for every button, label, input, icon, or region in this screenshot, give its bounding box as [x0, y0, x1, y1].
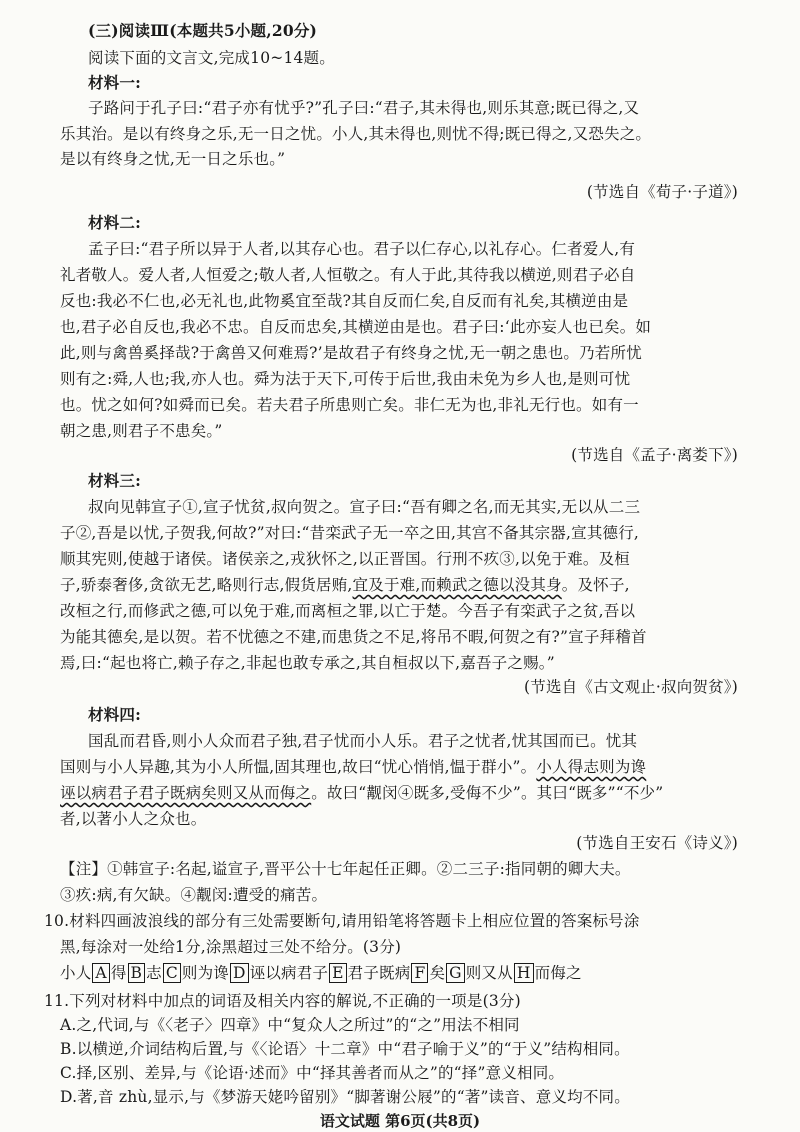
material-4-line — [60, 782, 663, 804]
page-footer: 语文试题 第6页(共8页) — [319, 1112, 481, 1130]
material-1-line: 子路问于孔子曰:“君子亦有忧乎?”孔子曰:“君子,其未得也,则乐其意;既已得之,又 — [88, 99, 640, 117]
material-4-text: 。故曰“觏闵④既多,受侮不少”。其曰“既多”“不少” — [311, 784, 664, 802]
q10-segment: 小人 — [60, 964, 92, 982]
material-3-source: (节选自《古文观止·叔向贺贫》) — [524, 678, 738, 696]
question-10-options — [60, 962, 582, 984]
q10-mark-d[interactable]: D — [230, 963, 249, 983]
material-2-source: (节选自《孟子·离娄下》) — [571, 446, 738, 464]
material-2-line: 此,则与禽兽奚择哉?于禽兽又何难焉?’是故君子有终身之忧,无一朝之患也。乃若所忧 — [60, 344, 642, 362]
material-3-line: 为能其德矣,是以贺。若不忧德之不建,而患货之不足,将吊不暇,何贺之有?”宣子拜稽首 — [60, 628, 647, 646]
q10-mark-f[interactable]: F — [411, 963, 428, 983]
q10-segment: 志 — [146, 964, 162, 982]
material-3-text: 子,骄泰奢侈,贪欲无艺,略则行志,假货居贿, — [60, 576, 353, 594]
material-2-line: 也,君子必自反也,我必不忠。自反而忠矣,其横逆由是也。君子曰:‘此亦妄人也已矣。如 — [60, 318, 652, 336]
q10-mark-b[interactable]: B — [128, 963, 146, 983]
section-title: (三)阅读Ⅲ(本题共5小题,20分) — [88, 21, 318, 40]
q10-segment: 则又从 — [465, 964, 513, 982]
material-1-source: (节选自《荀子·子道》) — [586, 183, 738, 201]
material-4-line: 者,以著小人之众也。 — [60, 810, 207, 828]
section-instruction: 阅读下面的文言文,完成10~14题。 — [88, 49, 335, 67]
question-11-option-a[interactable]: A.之,代词,与《〈老子〉四章》中“复众人之所过”的“之”用法不相同 — [60, 1016, 520, 1034]
question-11-option-b[interactable]: B.以横逆,介词结构后置,与《〈论语〉十二章》中“君子喻于义”的“于义”结构相同。 — [60, 1040, 630, 1058]
material-2-line: 礼者敬人。爱人者,人恒爱之;敬人者,人恒敬之。有人于此,其待我以横逆,则君子必自 — [60, 266, 636, 284]
question-11-option-d[interactable]: D.著,音 zhù,显示,与《梦游天姥吟留别》“脚著谢公屐”的“著”读音、意义均不同。 — [60, 1088, 630, 1106]
material-4-line: 国乱而君昏,则小人众而君子独,君子忧而小人乐。君子之忧者,忧其国而已。忧其 — [88, 732, 638, 750]
q10-mark-h[interactable]: H — [514, 963, 534, 983]
q10-segment: 君子既病 — [347, 964, 411, 982]
q10-segment: 得 — [110, 964, 127, 982]
material-3-heading: 材料三: — [88, 471, 142, 490]
material-3-line: 顺其宪则,使越于诸侯。诸侯亲之,戎狄怀之,以正晋国。行刑不疚③,以免于难。及桓 — [60, 550, 631, 568]
material-3-wavy-text: 宜及于难,而赖武之德以没其身 — [352, 576, 562, 594]
material-4-heading: 材料四: — [88, 705, 142, 724]
material-4-wavy-text: 诬以病君子君子既病矣则又从而侮之 — [60, 784, 312, 802]
q10-mark-a[interactable]: A — [92, 963, 109, 983]
material-2-line: 则有之:舜,人也;我,亦人也。舜为法于天下,可传于后世,我由未免为乡人也,是则可忧 — [60, 370, 631, 388]
question-10-stem: 10.材料四画波浪线的部分有三处需要断句,请用铅笔将答题卡上相应位置的答案标号涂 — [44, 912, 640, 930]
material-2-line: 孟子曰:“君子所以异于人者,以其存心也。君子以仁存心,以礼存心。仁者爱人,有 — [88, 240, 636, 258]
q10-segment: 诬以病君子 — [249, 964, 329, 982]
q10-mark-g[interactable]: G — [446, 963, 465, 983]
material-1-line: 乐其治。是以有终身之乐,无一日之忧。小人,其未得也,则忧不得;既已得之,又恐失之。 — [60, 125, 652, 143]
q10-segment: 矣 — [429, 964, 446, 982]
material-4-wavy-text: 小人得志则为谗 — [536, 758, 647, 776]
q10-segment: 则为谗 — [181, 964, 229, 982]
material-3-text: 。及怀子, — [561, 576, 630, 594]
material-4-text: 国则与小人异趣,其为小人所愠,固其理也,故曰“忧心悄悄,愠于群小”。 — [60, 758, 537, 776]
material-2-line: 反也:我必不仁也,必无礼也,此物奚宜至哉?其自反而仁矣,自反而有礼矣,其横逆由是 — [60, 292, 629, 310]
material-4-source: (节选自王安石《诗义》) — [576, 834, 738, 852]
q10-mark-e[interactable]: E — [329, 963, 347, 983]
annotation-note: ③疚:病,有欠缺。④觏闵:遭受的痛苦。 — [60, 886, 328, 904]
material-1-line: 是以有终身之忧,无一日之乐也。” — [60, 150, 286, 168]
material-3-line: 子②,吾是以忧,子贺我,何故?”对曰:“昔栾武子无一卒之田,其宫不备其宗器,宣其德行, — [60, 524, 640, 542]
question-11-stem: 11.下列对材料中加点的词语及相关内容的解说,不正确的一项是(3分) — [44, 992, 521, 1010]
question-11-option-c[interactable]: C.择,区别、差异,与《论语·述而》中“择其善者而从之”的“择”意义相同。 — [60, 1064, 565, 1082]
question-10-stem: 黑,每涂对一处给1分,涂黑超过三处不给分。(3分) — [60, 938, 402, 956]
material-3-line — [60, 574, 630, 596]
material-2-line: 也。忧之如何?如舜而已矣。若夫君子所患则亡矣。非仁无为也,非礼无行也。如有一 — [60, 396, 639, 414]
material-3-line: 焉,曰:“起也将亡,赖子存之,非起也敢专承之,其自桓叔以下,嘉吾子之赐。” — [60, 654, 555, 672]
q10-segment: 而侮之 — [534, 964, 582, 982]
material-4-line — [60, 756, 646, 778]
material-1-heading: 材料一: — [88, 73, 142, 92]
material-3-line: 叔向见韩宣子①,宣子忧贫,叔向贺之。宣子曰:“吾有卿之名,而无其实,无以从二三 — [88, 498, 641, 516]
material-2-heading: 材料二: — [88, 213, 142, 232]
material-2-line: 朝之患,则君子不患矣。” — [60, 422, 223, 440]
annotation-note: 【注】①韩宣子:名起,谥宣子,晋平公十七年起任正卿。②二三子:指同朝的卿大夫。 — [60, 860, 631, 878]
q10-mark-c[interactable]: C — [163, 963, 181, 983]
material-3-line: 改桓之行,而修武之德,可以免于难,而离桓之罪,以亡于楚。今吾子有栾武子之贫,吾以 — [60, 602, 636, 620]
